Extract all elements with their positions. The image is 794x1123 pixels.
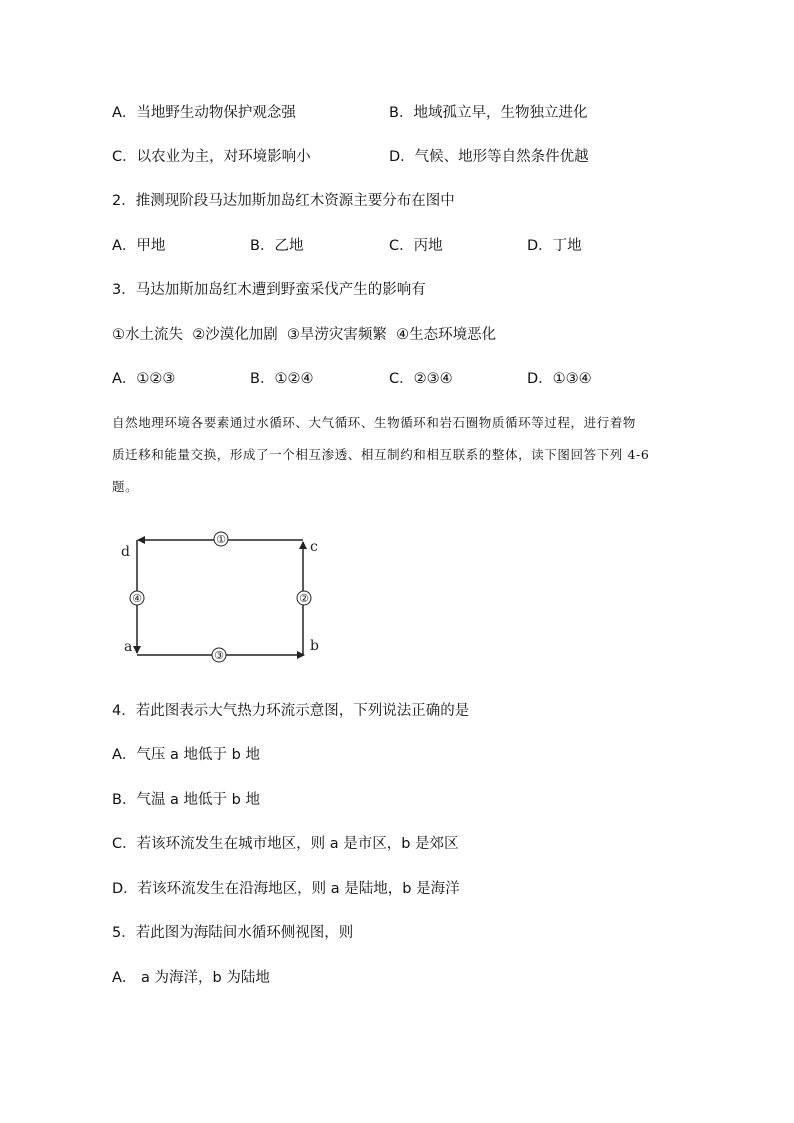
q2-option-c: C．丙地 [389, 238, 443, 254]
q4-option-b: B．气温 a 地低于 b 地 [112, 792, 260, 808]
corner-d: d [121, 544, 130, 560]
q5-stem: 5．若此图为海陆间水循环侧视图，则 [112, 925, 354, 941]
q3-option-d: D．①③④ [527, 371, 592, 387]
label-1 [214, 532, 228, 546]
q1-option-c: C．以农业为主，对环境影响小 [112, 149, 311, 165]
q3-items: ①水土流失 ②沙漠化加剧 ③旱涝灾害频繁 ④生态环境恶化 [112, 327, 497, 343]
q2-option-a: A．甲地 [112, 238, 166, 254]
q2-option-d: D．丁地 [527, 238, 582, 254]
circulation-diagram [110, 525, 340, 670]
q3-stem: 3．马达加斯加岛红木遭到野蛮采伐产生的影响有 [112, 282, 426, 298]
q1-option-a: A．当地野生动物保护观念强 [112, 105, 296, 121]
passage-line-2: 质迁移和能量交换，形成了一个相互渗透、相互制约和相互联系的整体，读下图回答下列 4-6 [112, 447, 650, 462]
svg-text:③: ③ [214, 649, 224, 662]
passage-line-1: 自然地理环境各要素通过水循环、大气循环、生物循环和岩石圈物质循环等过程，进行着物 [112, 415, 637, 430]
label-2 [297, 591, 311, 605]
q2-stem: 2．推测现阶段马达加斯加岛红木资源主要分布在图中 [112, 193, 455, 209]
corner-b: b [310, 638, 319, 654]
passage [112, 407, 712, 503]
q1-option-b: B．地域孤立早，生物独立进化 [389, 105, 588, 121]
corner-a: a [124, 639, 133, 655]
svg-text:①: ① [216, 533, 226, 546]
q5-option-a: A． a 为海洋，b 为陆地 [112, 970, 270, 986]
label-3 [212, 648, 226, 662]
q4-option-c: C．若该环流发生在城市地区，则 a 是市区，b 是郊区 [112, 836, 459, 852]
passage-line-3: 题。 [112, 479, 139, 494]
label-4 [130, 591, 144, 605]
q4-option-d: D．若该环流发生在沿海地区，则 a 是陆地，b 是海洋 [112, 881, 460, 897]
q4-option-a: A．气压 a 地低于 b 地 [112, 747, 260, 763]
q3-option-c: C．②③④ [389, 371, 453, 387]
q1-option-d: D．气候、地形等自然条件优越 [389, 149, 589, 165]
q3-option-b: B．①②④ [250, 371, 314, 387]
svg-text:②: ② [299, 592, 309, 605]
svg-text:④: ④ [132, 592, 142, 605]
q4-stem: 4．若此图表示大气热力环流示意图，下列说法正确的是 [112, 703, 470, 719]
corner-c: c [310, 539, 318, 555]
q2-option-b: B．乙地 [250, 238, 304, 254]
q3-option-a: A．①②③ [112, 371, 176, 387]
